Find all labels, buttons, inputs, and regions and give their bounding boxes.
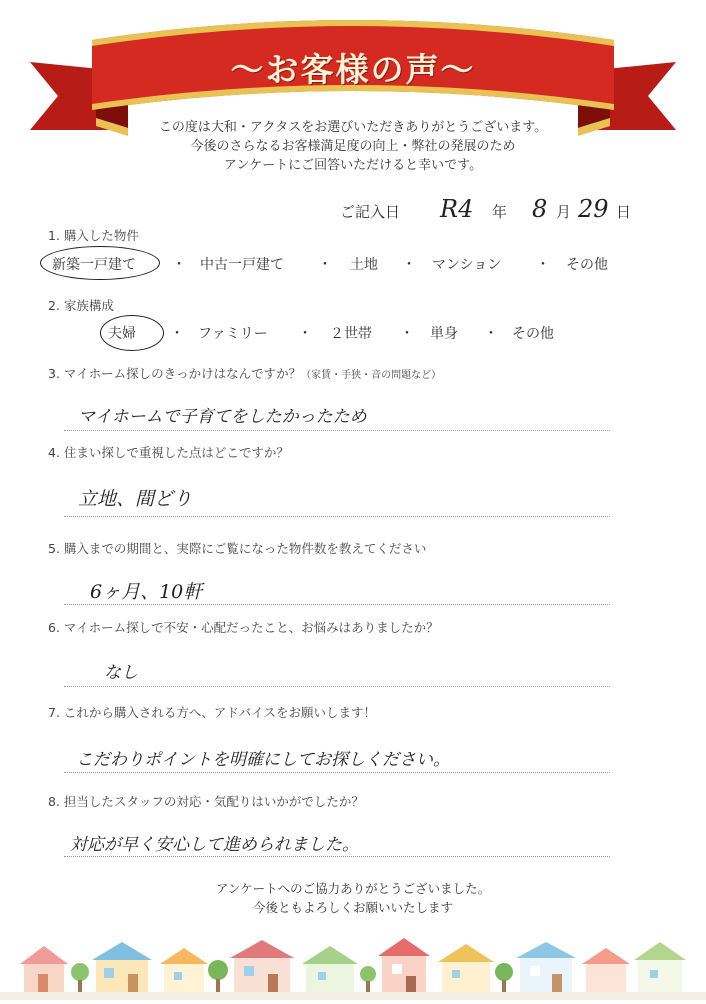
intro-line-2: 今後のさらなるお客様満足度の向上・弊社の発展のため	[190, 139, 516, 154]
q1-separator: ・	[402, 257, 416, 273]
q1-separator: ・	[536, 257, 550, 273]
q3-label	[48, 364, 441, 382]
q4-answer: 立地、間どり	[78, 488, 193, 510]
q1-separator: ・	[172, 257, 186, 273]
q7-answer-line	[64, 772, 610, 773]
q2-separator: ・	[170, 326, 184, 342]
q2-label: 2. 家族構成	[48, 298, 114, 313]
q1-label: 1. 購入した物件	[48, 228, 139, 243]
closing-line-2: 今後ともよろしくお願いいたします	[252, 900, 453, 915]
footer-houses-illustration	[0, 930, 706, 1000]
q7-label: 7. これから購入される方へ、アドバイスをお願いします！	[48, 705, 377, 720]
q1-option-4: マンション	[432, 257, 502, 273]
date-era-year: R4	[440, 195, 474, 223]
q7-answer: こだわりポイントを明確にしてお探しください。	[76, 750, 450, 770]
q4-answer-line	[64, 516, 610, 517]
closing-text	[60, 879, 646, 917]
q2-option-2: ファミリー	[198, 326, 268, 342]
page-title: ～お客様の声～	[230, 50, 476, 89]
q6-answer-line	[64, 686, 610, 687]
date-year-unit: 年	[492, 203, 508, 221]
q2-option-4: 単身	[430, 326, 458, 342]
q3-answer: マイホームで子育てをしたかったため	[78, 407, 367, 427]
q8-answer-line	[64, 856, 610, 857]
q8-answer: 対応が早く安心して進められました。	[70, 835, 359, 855]
intro-line-1: この度は大和・アクタスをお選びいただきありがとうございます。	[158, 120, 548, 135]
q2-option-5: その他	[512, 326, 554, 342]
date-day: 29	[578, 195, 609, 223]
date-month-unit: 月	[556, 203, 572, 221]
q1-option-3: 土地	[350, 257, 378, 273]
q6-label: 6. マイホーム探しで不安・心配だったこと、お悩みはありましたか？	[48, 620, 439, 635]
q1-selection-circle	[40, 246, 160, 280]
date-month: 8	[532, 195, 548, 223]
q2-separator: ・	[400, 326, 414, 342]
q1-option-1: 新築一戸建て	[52, 257, 136, 273]
q2-separator: ・	[484, 326, 498, 342]
q8-label: 8. 担当したスタッフの対応・気配りはいかがでしたか？	[48, 794, 364, 809]
q2-selection-circle	[100, 315, 164, 351]
closing-line-1: アンケートへのご協力ありがとうございました。	[215, 881, 491, 896]
q3-label-note: （家賃・手狭・音の問題など）	[301, 370, 442, 381]
q5-answer-line	[64, 604, 610, 605]
q5-label: 5. 購入までの期間と、実際にご覧になった物件数を教えてください	[48, 541, 427, 556]
q2-separator: ・	[298, 326, 312, 342]
q6-answer: なし	[104, 663, 138, 683]
intro-line-3: アンケートにご回答いただけると幸いです。	[223, 158, 483, 173]
q1-separator: ・	[318, 257, 332, 273]
q1-option-5: その他	[566, 257, 608, 273]
q3-label-text: 3. マイホーム探しのきっかけはなんですか？	[48, 366, 302, 381]
q2-option-3: ２世帯	[330, 326, 372, 342]
date-day-unit: 日	[616, 203, 632, 221]
houses-icon	[0, 930, 706, 1000]
q1-option-2: 中古一戸建て	[200, 257, 284, 273]
date-label: ご記入日	[340, 203, 401, 221]
q3-answer-line	[64, 430, 610, 431]
q5-answer: 6ヶ月、10軒	[90, 581, 203, 603]
q4-label: 4. 住まい探しで重視した点はどこですか？	[48, 445, 289, 460]
intro-text	[60, 118, 646, 175]
q2-option-1: 夫婦	[108, 326, 136, 342]
